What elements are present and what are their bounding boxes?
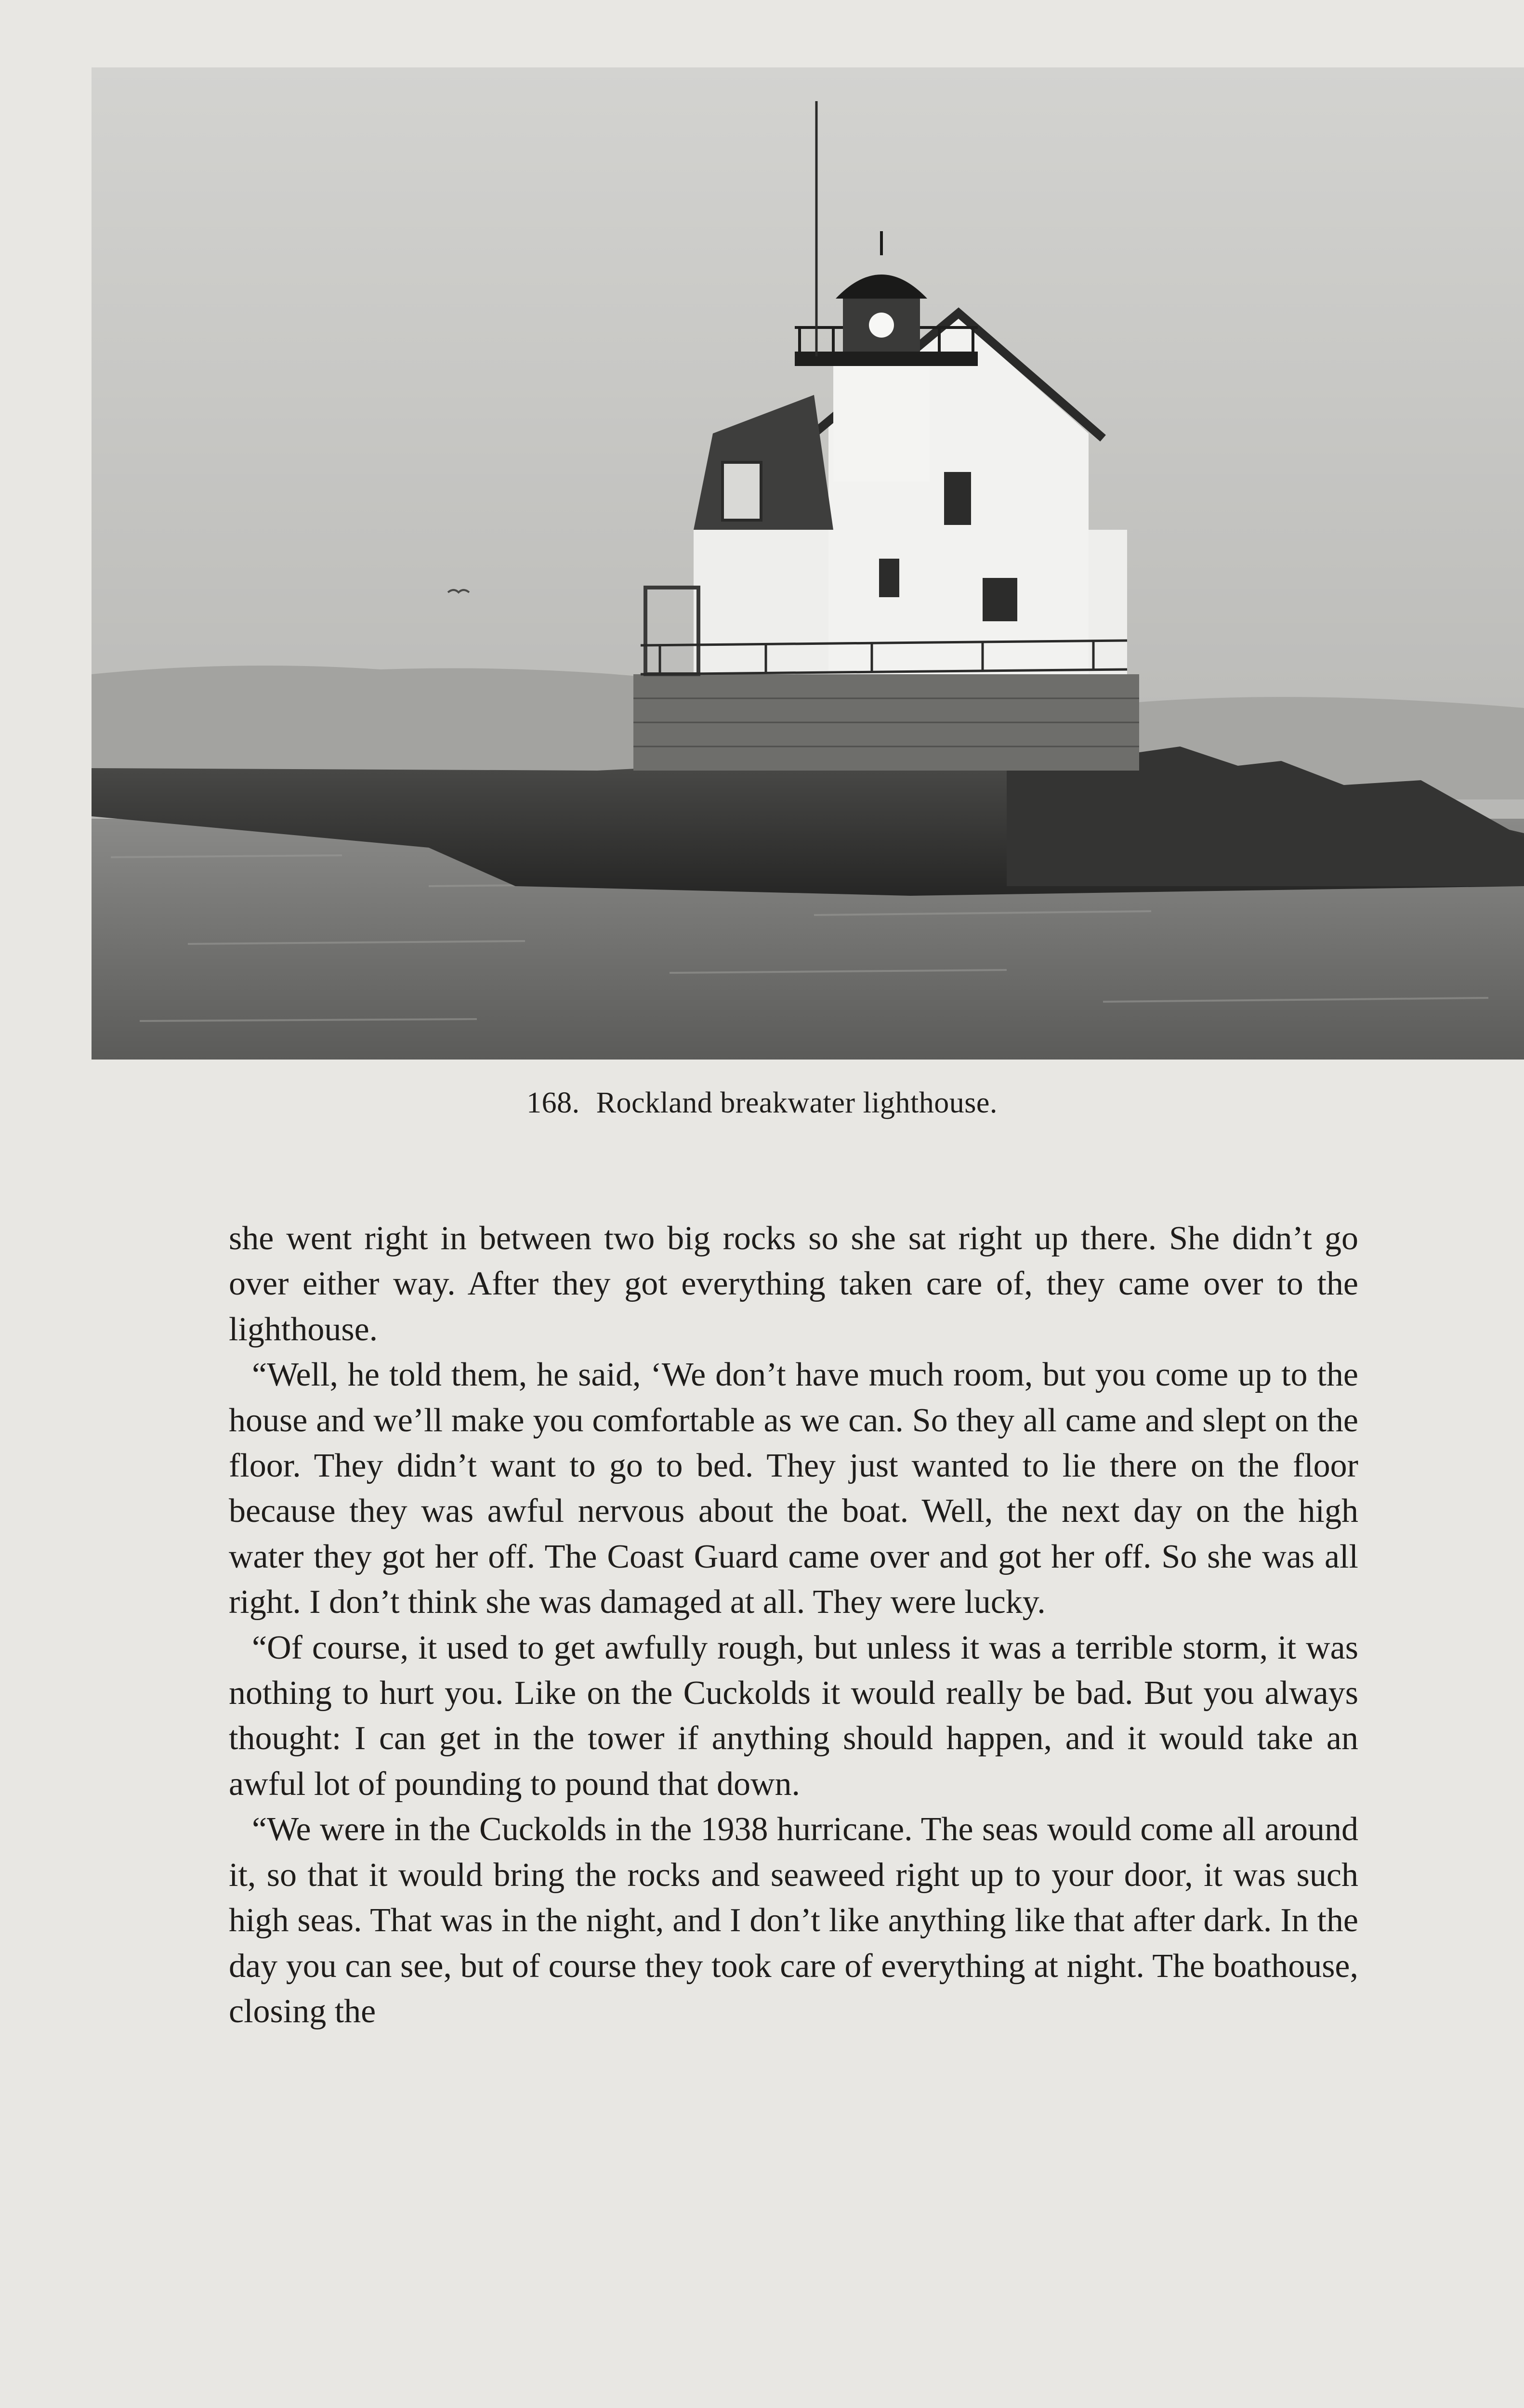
lighthouse-photo [92, 67, 1524, 1060]
body-text [229, 1216, 1358, 2034]
figure-caption [0, 1086, 1524, 1120]
paragraph: she went right in between two big rocks so she sat right up there. She didn’t go over either way. After they got everything taken care of, they came over to the lighthouse. [229, 1220, 1358, 1348]
figure-caption-text: Rockland breakwater lighthouse. [596, 1086, 998, 1119]
paragraph: “We were in the Cuckolds in the 1938 hurricane. The seas would come all around it, so that it would bring the rocks and seaweed right up to your door, it was such high seas. That was in the night, and I don’t like anything like that after dark. In the day you can see, but of course they took care of everything at night. The boathouse, closing the [229, 1811, 1358, 2030]
paragraph: “Of course, it used to get awfully rough, but unless it was a terrible storm, it was nothing to hurt you. Like on the Cuckolds it would really be bad. But you always thought: I can get in the tower if anything should happen, and it would take an awful lot of pounding to pound that down. [229, 1629, 1358, 1803]
figure-number: 168. [526, 1086, 580, 1119]
paragraph: “Well, he told them, he said, ‘We don’t have much room, but you come up to the house and we’ll make you comfortable as we can. So they all came and slept on the floor. They didn’t want to go to bed. They just wanted to lie there on the floor because they was awful nervous about the boat. Well, the next day on the high water they got her off. The Coast Guard came over and got her off. So she was all right. I don’t think she was damaged at all. They were lucky. [229, 1356, 1358, 1621]
